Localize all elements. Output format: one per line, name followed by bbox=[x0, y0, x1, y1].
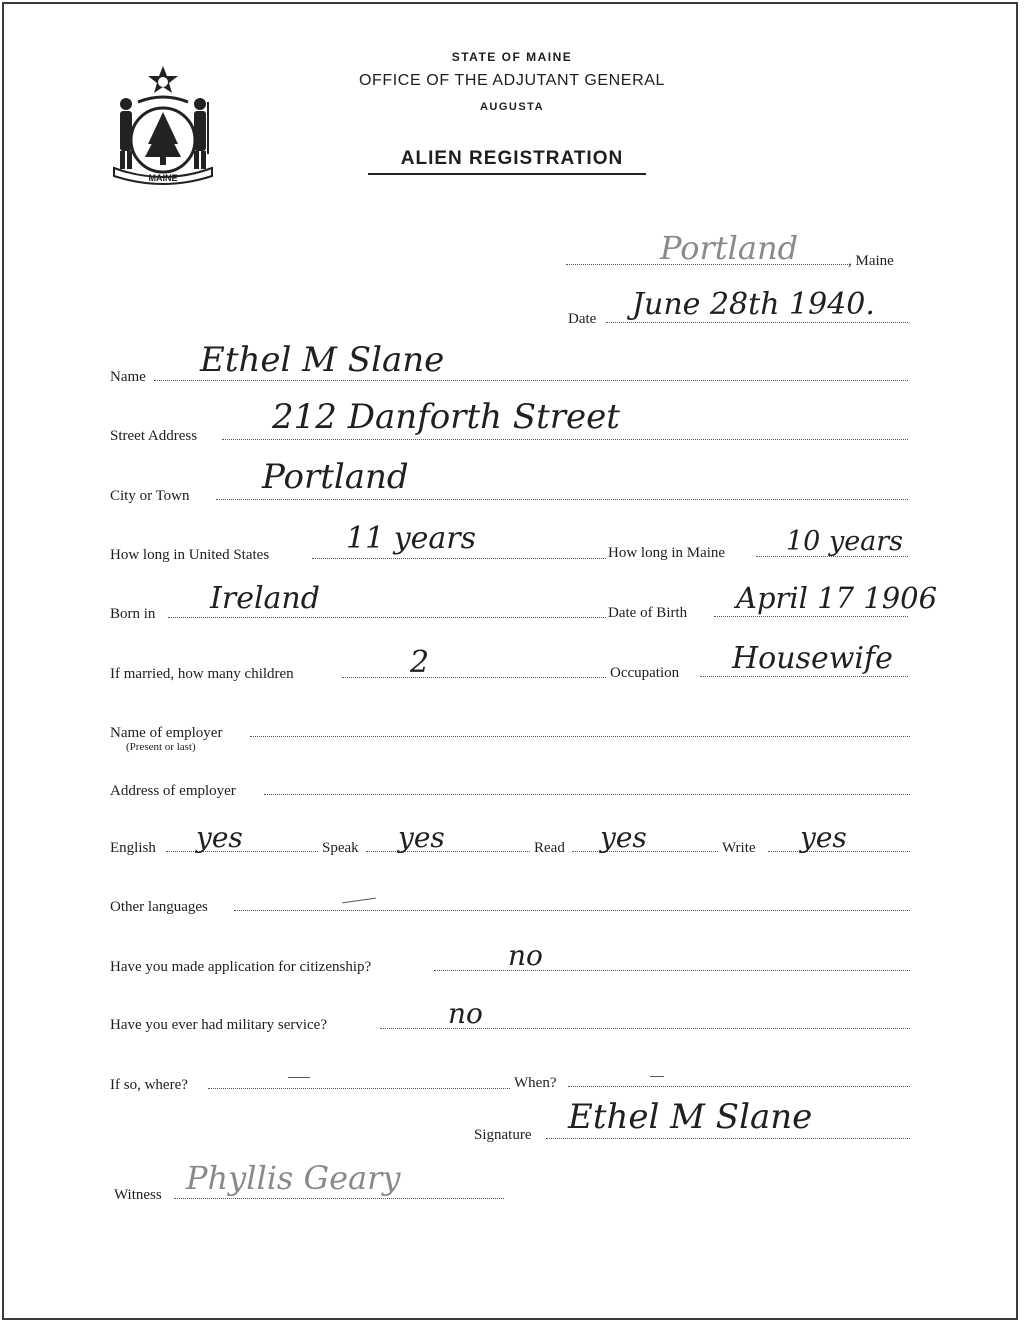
write-label: Write bbox=[722, 840, 756, 856]
read-label: Read bbox=[534, 840, 565, 856]
employer-name-label bbox=[110, 726, 222, 753]
state-heading: STATE OF MAINE bbox=[451, 50, 573, 64]
street-address-label: Street Address bbox=[110, 428, 198, 444]
street-address-value: 212 Danforth Street bbox=[272, 397, 620, 437]
office-heading: OFFICE OF THE ADJUTANT GENERAL bbox=[358, 72, 666, 89]
how-long-us-value: 11 years bbox=[346, 521, 477, 556]
born-in-line bbox=[168, 617, 606, 618]
city-line bbox=[216, 499, 908, 500]
where-line bbox=[208, 1088, 510, 1089]
name-value: Ethel M Slane bbox=[200, 340, 445, 380]
where-dash bbox=[288, 1077, 310, 1078]
children-value: 2 bbox=[410, 645, 430, 680]
english-label: English bbox=[110, 840, 156, 856]
employer-name-line bbox=[250, 736, 910, 737]
form-title: ALIEN REGISTRATION bbox=[400, 148, 624, 169]
occupation-line bbox=[700, 676, 908, 677]
date-label: Date bbox=[568, 311, 597, 327]
date-of-birth-line bbox=[714, 616, 908, 617]
children-line bbox=[342, 677, 606, 678]
date-value: June 28th 1940. bbox=[632, 287, 875, 322]
speak-label: Speak bbox=[322, 840, 359, 856]
employer-name-text: Name of employer bbox=[110, 725, 223, 741]
born-in-label: Born in bbox=[110, 606, 156, 622]
how-long-us-label: How long in United States bbox=[110, 547, 270, 563]
employer-address-label: Address of employer bbox=[110, 783, 236, 799]
read-value: yes bbox=[600, 821, 647, 854]
title-underline bbox=[368, 173, 646, 175]
date-of-birth-label: Date of Birth bbox=[608, 605, 688, 621]
when-dash bbox=[650, 1076, 664, 1077]
witness-value: Phyllis Geary bbox=[186, 1159, 401, 1197]
other-languages-label: Other languages bbox=[110, 899, 208, 915]
how-long-us-line bbox=[312, 558, 606, 559]
date-of-birth-value: April 17 1906 bbox=[736, 581, 938, 615]
maine-label: , Maine bbox=[848, 253, 894, 269]
place-value: Portland bbox=[660, 229, 799, 267]
born-in-value: Ireland bbox=[210, 581, 320, 616]
name-line bbox=[154, 380, 908, 381]
how-long-maine-label: How long in Maine bbox=[608, 545, 726, 561]
speak-line bbox=[366, 851, 530, 852]
how-long-maine-value: 10 years bbox=[786, 526, 904, 557]
city-heading: AUGUSTA bbox=[479, 101, 545, 113]
signature-value: Ethel M Slane bbox=[568, 1097, 813, 1137]
english-value: yes bbox=[196, 821, 243, 854]
occupation-value: Housewife bbox=[732, 641, 893, 676]
other-languages-line bbox=[234, 910, 910, 911]
employer-address-line bbox=[264, 794, 910, 795]
children-label: If married, how many children bbox=[110, 666, 294, 682]
when-line bbox=[568, 1086, 910, 1087]
city-label: City or Town bbox=[110, 488, 190, 504]
signature-line bbox=[546, 1138, 910, 1139]
citizenship-label: Have you made application for citizenship? bbox=[110, 959, 372, 975]
when-label: When? bbox=[514, 1075, 557, 1091]
military-label: Have you ever had military service? bbox=[110, 1017, 327, 1033]
where-label: If so, where? bbox=[110, 1077, 188, 1093]
occupation-label: Occupation bbox=[610, 665, 680, 681]
name-label: Name bbox=[110, 369, 146, 385]
citizenship-value: no bbox=[508, 939, 543, 972]
witness-label: Witness bbox=[114, 1187, 162, 1203]
seal-text: MAINE bbox=[148, 173, 178, 183]
speak-value: yes bbox=[398, 821, 445, 854]
city-value: Portland bbox=[262, 457, 409, 497]
write-value: yes bbox=[800, 821, 847, 854]
street-address-line bbox=[222, 439, 908, 440]
employer-name-note: (Present or last) bbox=[126, 741, 196, 753]
citizenship-line bbox=[434, 970, 910, 971]
date-line bbox=[606, 322, 908, 323]
witness-line bbox=[174, 1198, 504, 1199]
military-value: no bbox=[448, 997, 483, 1030]
signature-label: Signature bbox=[474, 1127, 532, 1143]
